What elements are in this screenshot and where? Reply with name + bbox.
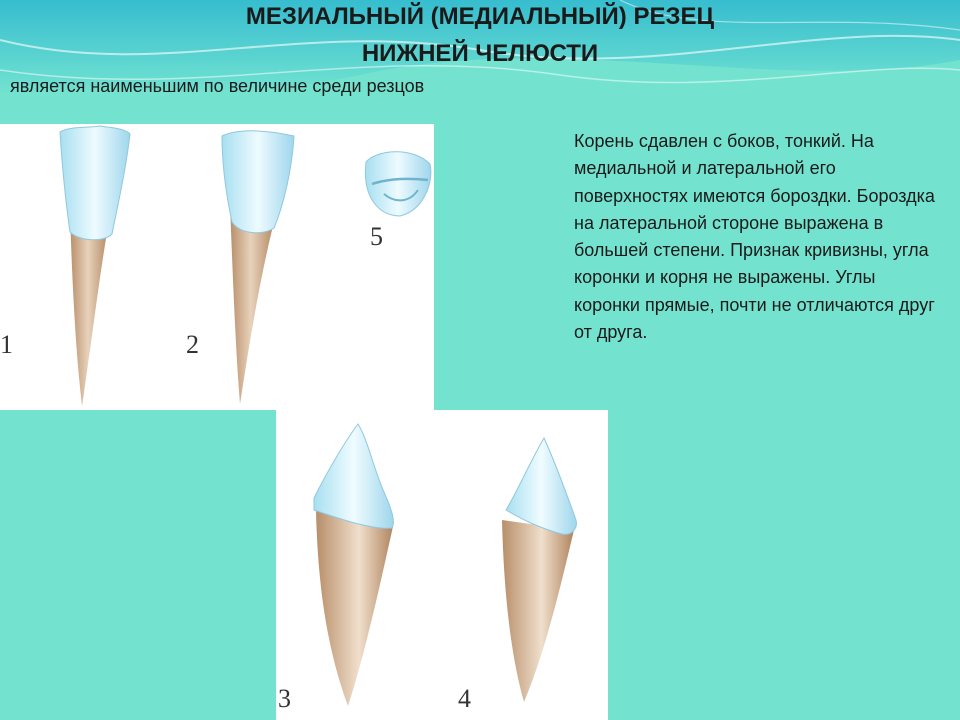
slide-title-line2: НИЖНЕЙ ЧЕЛЮСТИ [361, 40, 599, 67]
figure-label-4: 4 [458, 684, 471, 713]
figure-label-1: 1 [0, 330, 13, 359]
tooth-view-3 [314, 424, 394, 706]
tooth-view-1 [60, 126, 130, 406]
tooth-view-4 [502, 438, 576, 702]
slide-title-line1: МЕЗИАЛЬНЫЙ (МЕДИАЛЬНЫЙ) РЕЗЕЦ [245, 3, 715, 30]
figure-label-3: 3 [278, 684, 291, 713]
description-text: Корень сдавлен с боков, тонкий. На медиальной и латеральной его поверхностях имеются бороздки. Бороздка на латеральной стороне выражена в большей степени. Признак кривизны, угла коронки и корня не выражены. Углы коронки прямые, почти не отличаются друг от друга. [574, 131, 935, 343]
tooth-view-2 [222, 131, 294, 404]
tooth-figure-bottom-panel [276, 410, 608, 720]
slide-subtitle: является наименьшим по величине среди резцов [10, 76, 425, 96]
tooth-view-5 [365, 152, 430, 216]
figure-label-5: 5 [370, 222, 383, 251]
tooth-figure-top-panel [0, 124, 434, 410]
figure-label-2: 2 [186, 330, 199, 359]
